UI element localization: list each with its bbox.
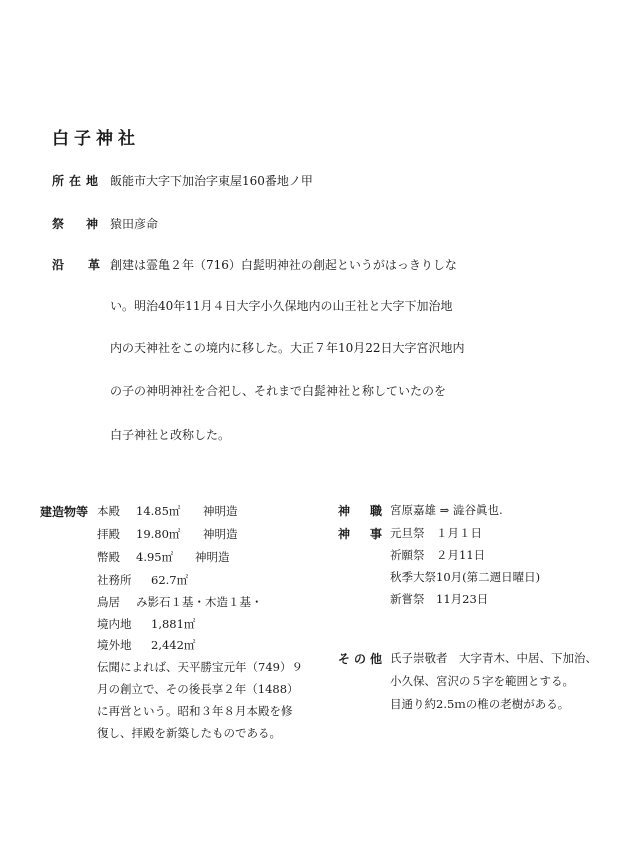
priest-value: 宮原嘉雄 ⇒ 澁谷眞也. [390,503,503,517]
other-line: 目通り約2.5ｍの椎の老樹がある。 [390,697,570,711]
buildings-label: 建造物等 [40,505,89,519]
location-value: 飯能市大字下加治字東屋160番地ノ甲 [110,174,313,188]
other-line: 氏子崇敬者 大字青木、中居、下加治、 [390,651,597,665]
history-line: 内の天神社をこの境内に移した。大正７年10月22日大字宮沢地内 [110,341,465,355]
festival-item: 新嘗祭 11月23日 [390,592,489,606]
building-size: 1,881㎡ [151,617,196,631]
building-name: 境内地 [97,617,132,631]
buildings-note-line: 復し、拝殿を新築したものである。 [97,726,281,740]
history-line: い。明治40年11月４日大字小久保地内の山王社と大字下加治地 [110,299,453,313]
festival-item: 祈願祭 ２月11日 [390,548,486,562]
priest-label: 神職 [338,504,403,518]
other-line: 小久保、宮沢の５字を範囲とする。 [390,674,574,688]
building-style: 神明造 [203,504,238,518]
festivals-label: 神事 [338,527,403,541]
buildings-note-line: 伝聞によれば、天平勝宝元年（749）９ [97,660,303,674]
location-label: 所在地 [52,174,104,188]
deity-value: 猿田彦命 [110,217,159,231]
buildings-note-line: 月の創立で、その後長享２年（1488） [97,682,299,696]
building-style: 神明造 [203,527,238,541]
festival-item: 秋季大祭10月(第二週日曜日) [390,570,541,584]
building-size: 2,442㎡ [151,638,196,652]
building-name: 境外地 [97,638,132,652]
history-line: 創建は霊亀２年（716）白髭明神社の創起というがはっきりしな [110,258,457,272]
buildings-note-line: に再営という。昭和３年８月本殿を修 [97,704,293,718]
building-name: 幣殿 [97,550,120,564]
building-name: 鳥居 [97,595,120,609]
building-size: 62.7㎡ [151,573,189,587]
page-title: 白子神社 [52,129,140,149]
building-size: 4.95㎡ [136,550,174,564]
deity-label: 祭神 [52,217,121,231]
building-name: 社務所 [97,573,132,587]
building-name: 拝殿 [97,527,120,541]
building-size: み影石１基・木造１基・ [136,595,263,609]
history-label: 沿革 [52,258,125,272]
other-label: その他 [338,652,387,666]
building-size: 19.80㎡ [136,527,181,541]
building-name: 本殿 [97,504,120,518]
festival-item: 元旦祭 １月１日 [390,526,482,540]
building-style: 神明造 [195,550,230,564]
building-size: 14.85㎡ [136,504,181,518]
history-line: の子の神明神社を合祀し、それまで白髭神社と称していたのを [110,384,447,398]
history-line: 白子神社と改称した。 [110,428,231,442]
